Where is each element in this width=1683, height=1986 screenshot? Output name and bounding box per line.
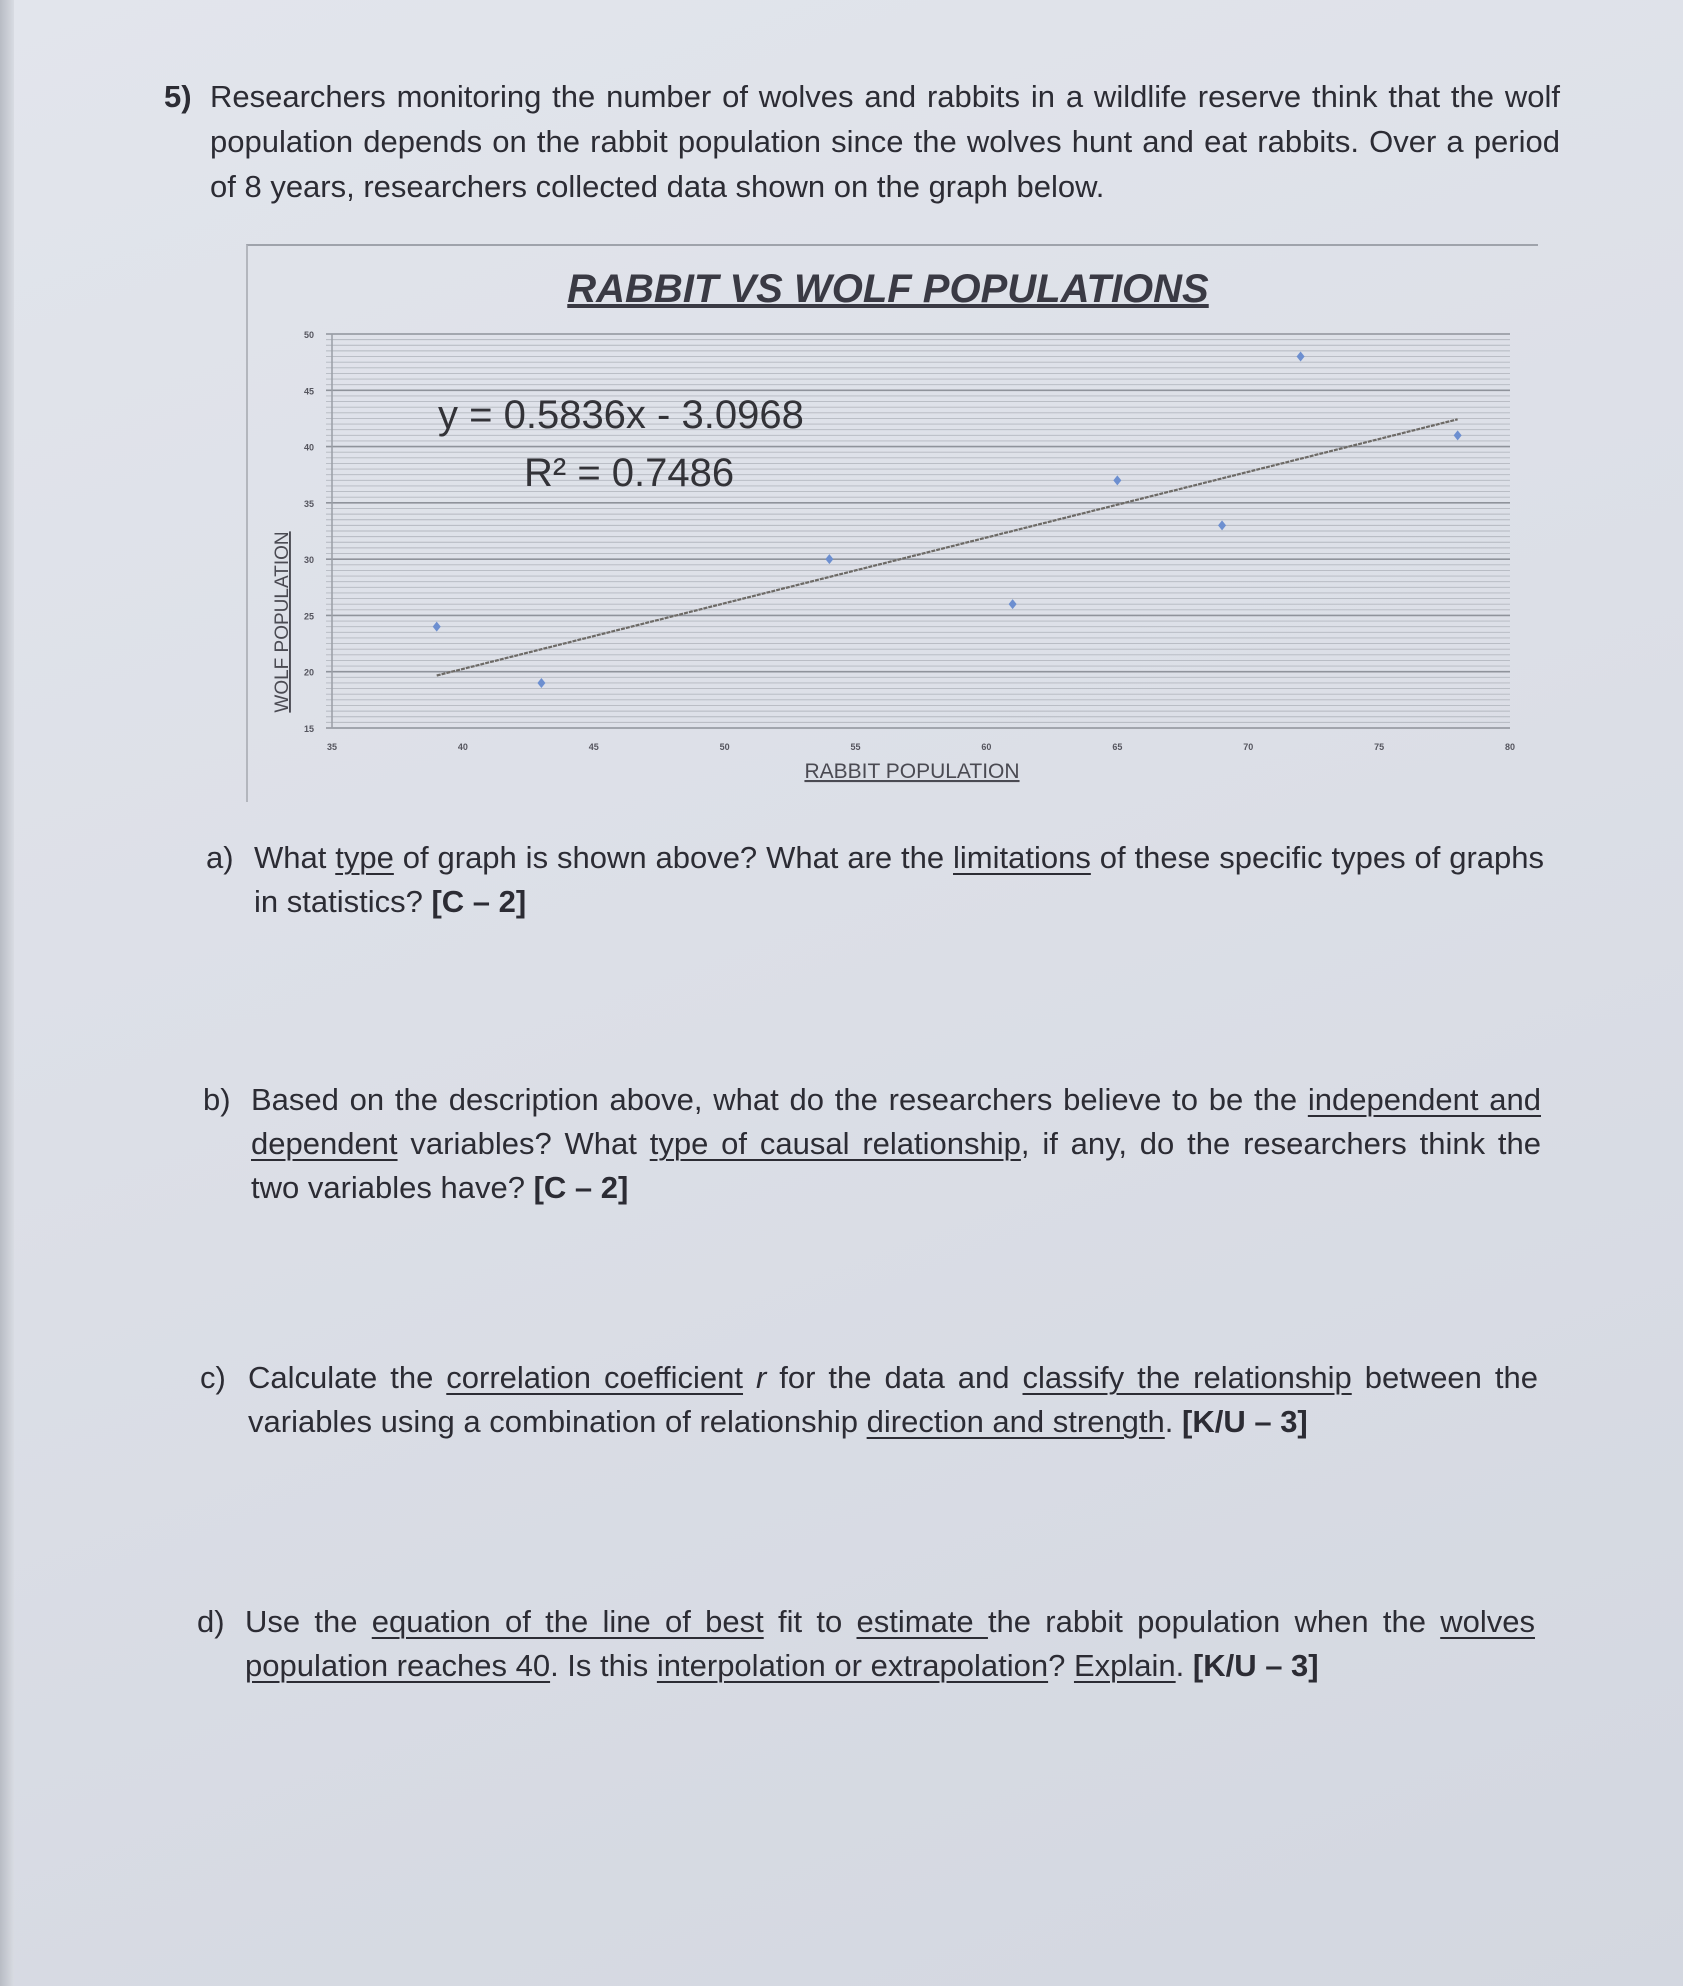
r-squared-label: R² = 0.7486	[524, 451, 735, 495]
y-tick-label: 20	[303, 667, 314, 678]
x-tick-label: 55	[850, 742, 861, 752]
data-point	[1454, 430, 1462, 440]
part-b	[203, 1078, 1542, 1210]
x-tick-label: 45	[588, 742, 599, 752]
part-c-mark: [K/U – 3]	[1182, 1404, 1308, 1439]
part-a-text: What type of graph is shown above? What are the limitations of these specific types of graphs in statistics? [C – 2]	[254, 840, 1545, 919]
x-tick-label: 50	[719, 742, 730, 752]
data-point	[1297, 352, 1305, 362]
data-point	[537, 678, 545, 688]
y-tick-label: 35	[303, 498, 314, 509]
data-point	[1218, 520, 1226, 530]
question-text: Researchers monitoring the number of wolves and rabbits in a wildlife reserve think that the wolf population depends on the rabbit population since the wolves hunt and eat rabbits. Over a period of 8 years, researchers collected data shown on the graph below.	[210, 79, 1560, 204]
x-tick-label: 65	[1112, 742, 1123, 752]
question-5	[164, 74, 1560, 209]
part-c	[200, 1356, 1538, 1444]
y-tick-label: 25	[303, 611, 314, 622]
chart-title: RABBIT VS WOLF POPULATIONS	[567, 267, 1209, 311]
part-c-label: c)	[200, 1360, 226, 1395]
page-edge	[0, 0, 14, 1986]
x-tick-label: 80	[1504, 742, 1516, 752]
x-tick-label: 70	[1243, 742, 1254, 752]
x-tick-label: 75	[1374, 742, 1385, 752]
part-a	[206, 836, 1545, 924]
x-tick-label: 40	[457, 742, 468, 752]
y-tick-label: 30	[303, 555, 314, 566]
x-tick-label: 60	[981, 742, 992, 752]
y-tick-label: 50	[303, 330, 314, 340]
data-point	[1113, 475, 1121, 485]
part-c-text: Calculate the correlation coefficient r for the data and classify the relationship between the variables using a combination of relationship direction and strength. [K/U – 3]	[248, 1360, 1538, 1439]
part-b-mark: [C – 2]	[533, 1170, 629, 1205]
scatter-chart	[248, 246, 1538, 802]
part-a-mark: [C – 2]	[431, 884, 527, 919]
part-d-mark: [K/U – 3]	[1192, 1648, 1319, 1683]
x-axis-ticks	[327, 742, 1515, 752]
y-tick-label: 40	[303, 442, 314, 453]
y-axis-label: WOLF POPULATION	[272, 531, 293, 713]
y-tick-label: 45	[303, 386, 314, 397]
part-a-label: a)	[206, 840, 234, 875]
data-point	[433, 622, 441, 632]
part-b-text: Based on the description above, what do the researchers believe to be the independent and dependent variables? What type of causal relationship, if any, do the researchers think the two variables have? [C – 2]	[251, 1082, 1542, 1205]
trendline-equation: y = 0.5836x - 3.0968	[438, 393, 804, 437]
question-number: 5)	[164, 79, 192, 114]
data-point	[1009, 599, 1017, 609]
y-tick-label: 15	[303, 724, 314, 734]
x-tick-label: 35	[326, 742, 338, 752]
x-axis-label: RABBIT POPULATION	[804, 760, 1020, 783]
y-axis-ticks	[304, 330, 314, 734]
part-d-label: d)	[197, 1604, 225, 1639]
part-d	[197, 1600, 1535, 1688]
data-point	[825, 554, 833, 564]
part-d-text: Use the equation of the line of best fit to estimate the rabbit population when the wolves population reaches 40. Is this interpolation or extrapolation? Explain. [K/U – 3]	[245, 1604, 1535, 1683]
part-b-label: b)	[203, 1082, 231, 1117]
chart-container	[246, 244, 1538, 802]
